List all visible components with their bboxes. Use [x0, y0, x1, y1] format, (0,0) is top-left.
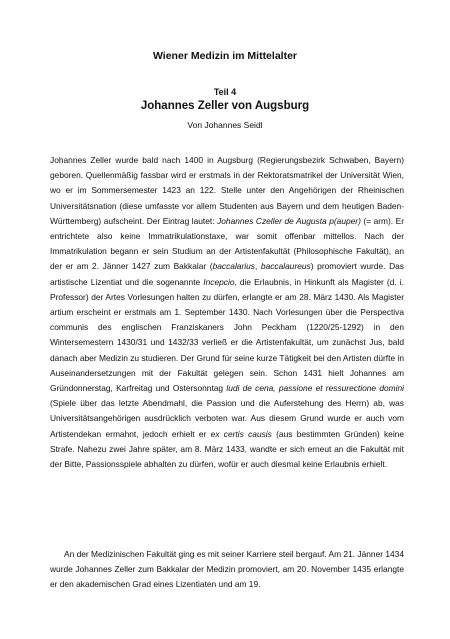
text-run: (aus bestimmten Gründen) keine Strafe. Nahezu zwei Jahre später, am 8. März 1433, wandte er sich erneut an die Fakultät mit der Bitte, Passionsspiele abhalten zu dürfen, wofür er auch diesmal keine Erlaubnis erhielt.	[50, 428, 404, 470]
italic-text-run: ludi de cena, passione et ressurectione domini	[226, 383, 404, 394]
text-run: (= arm). Er entrichtete also keine Immatrikulationstaxe, war somit offenbar mittellos. Nach der Immatrikulation begann er sein Studium an der Artistenfakultät (Philosophische Fakultät), an der er am 2. Jänner 1427 zum Bakkalar (	[50, 215, 404, 272]
italic-text-run: Incepcio	[203, 276, 235, 287]
body-paragraph-1	[50, 153, 404, 472]
body-paragraph-2: An der Medizinischen Fakultät ging es mit seiner Karriere steil bergauf. Am 21. Jänner 1434 wurde Johannes Zeller zum Bakkalar der Medizin promoviert, am 20. November 1435 erlangte er den akademischen Grad eines Lizentiaten und am 19.	[50, 549, 404, 590]
article-title: Johannes Zeller von Augsburg	[140, 100, 310, 112]
author-line: Von Johannes Seidl	[187, 120, 263, 130]
text-run: Johannes Zeller wurde bald nach 1400 in Augsburg (Regierungsbezirk Schwaben, Bayern) geboren. Quellenmäßig fassbar wird er erstmals in der Rektoratsmatrikel der Universität Wien, wo er im Sommersemester 1423 an 122. Stelle unter den Angehörigen der Rheinischen Universitätsnation (diese umfasste vor allem Studenten aus Bayern und dem heutigen Baden-Württemberg) aufscheint. Der Eintrag lautet:	[50, 155, 404, 226]
italic-text-run: ex certis causis	[210, 428, 272, 439]
text-run: , die Erlaubnis, in Hinkunft als Magister (d. i. Professor) der Artes Vorlesungen halten zu dürfen, erlangte er am 28. März 1430. Als Magister artium erscheint er erstmals am 1. September 1430. Nach Vorlesungen über die Perspectiva communis des englischen Franziskaners John Peckham (1220/25-1292) in den Wintersemestern 1430/31 und 1432/33 verließ er die Artistenfakultät, um zunächst Jus, bald danach aber Medizin zu studieren. Der Grund für seine kurze Tätigkeit bei den Artisten dürfte in Auseinandersetzungen mit der Fakultät gelegen sein. Schon 1431 hielt Johannes am Gründonnerstag, Karfreitag und Ostersonntag	[50, 276, 404, 394]
text-run: ) promoviert wurde. Das artistische Lizentiat und die sogenannte	[50, 261, 404, 287]
text-run: ,	[254, 261, 261, 272]
italic-text-run: baccalaureus	[260, 261, 311, 272]
text-run: (Spiele über das letzte Abendmahl, die Passion und die Auferstehung des Herrn) ab, was Universitätsangehörigen ausdrücklich verboten war. Aus diesem Grund wurde er auch vom Artistendekan ermahnt, jedoch erhielt er	[50, 398, 404, 439]
series-title: Wiener Medizin im Mittelalter	[152, 50, 297, 62]
part-number: Teil 4	[213, 87, 237, 97]
italic-text-run: Johannes Czeller de Augusta p(auper)	[217, 215, 361, 226]
italic-text-run: baccalarius	[212, 261, 255, 272]
